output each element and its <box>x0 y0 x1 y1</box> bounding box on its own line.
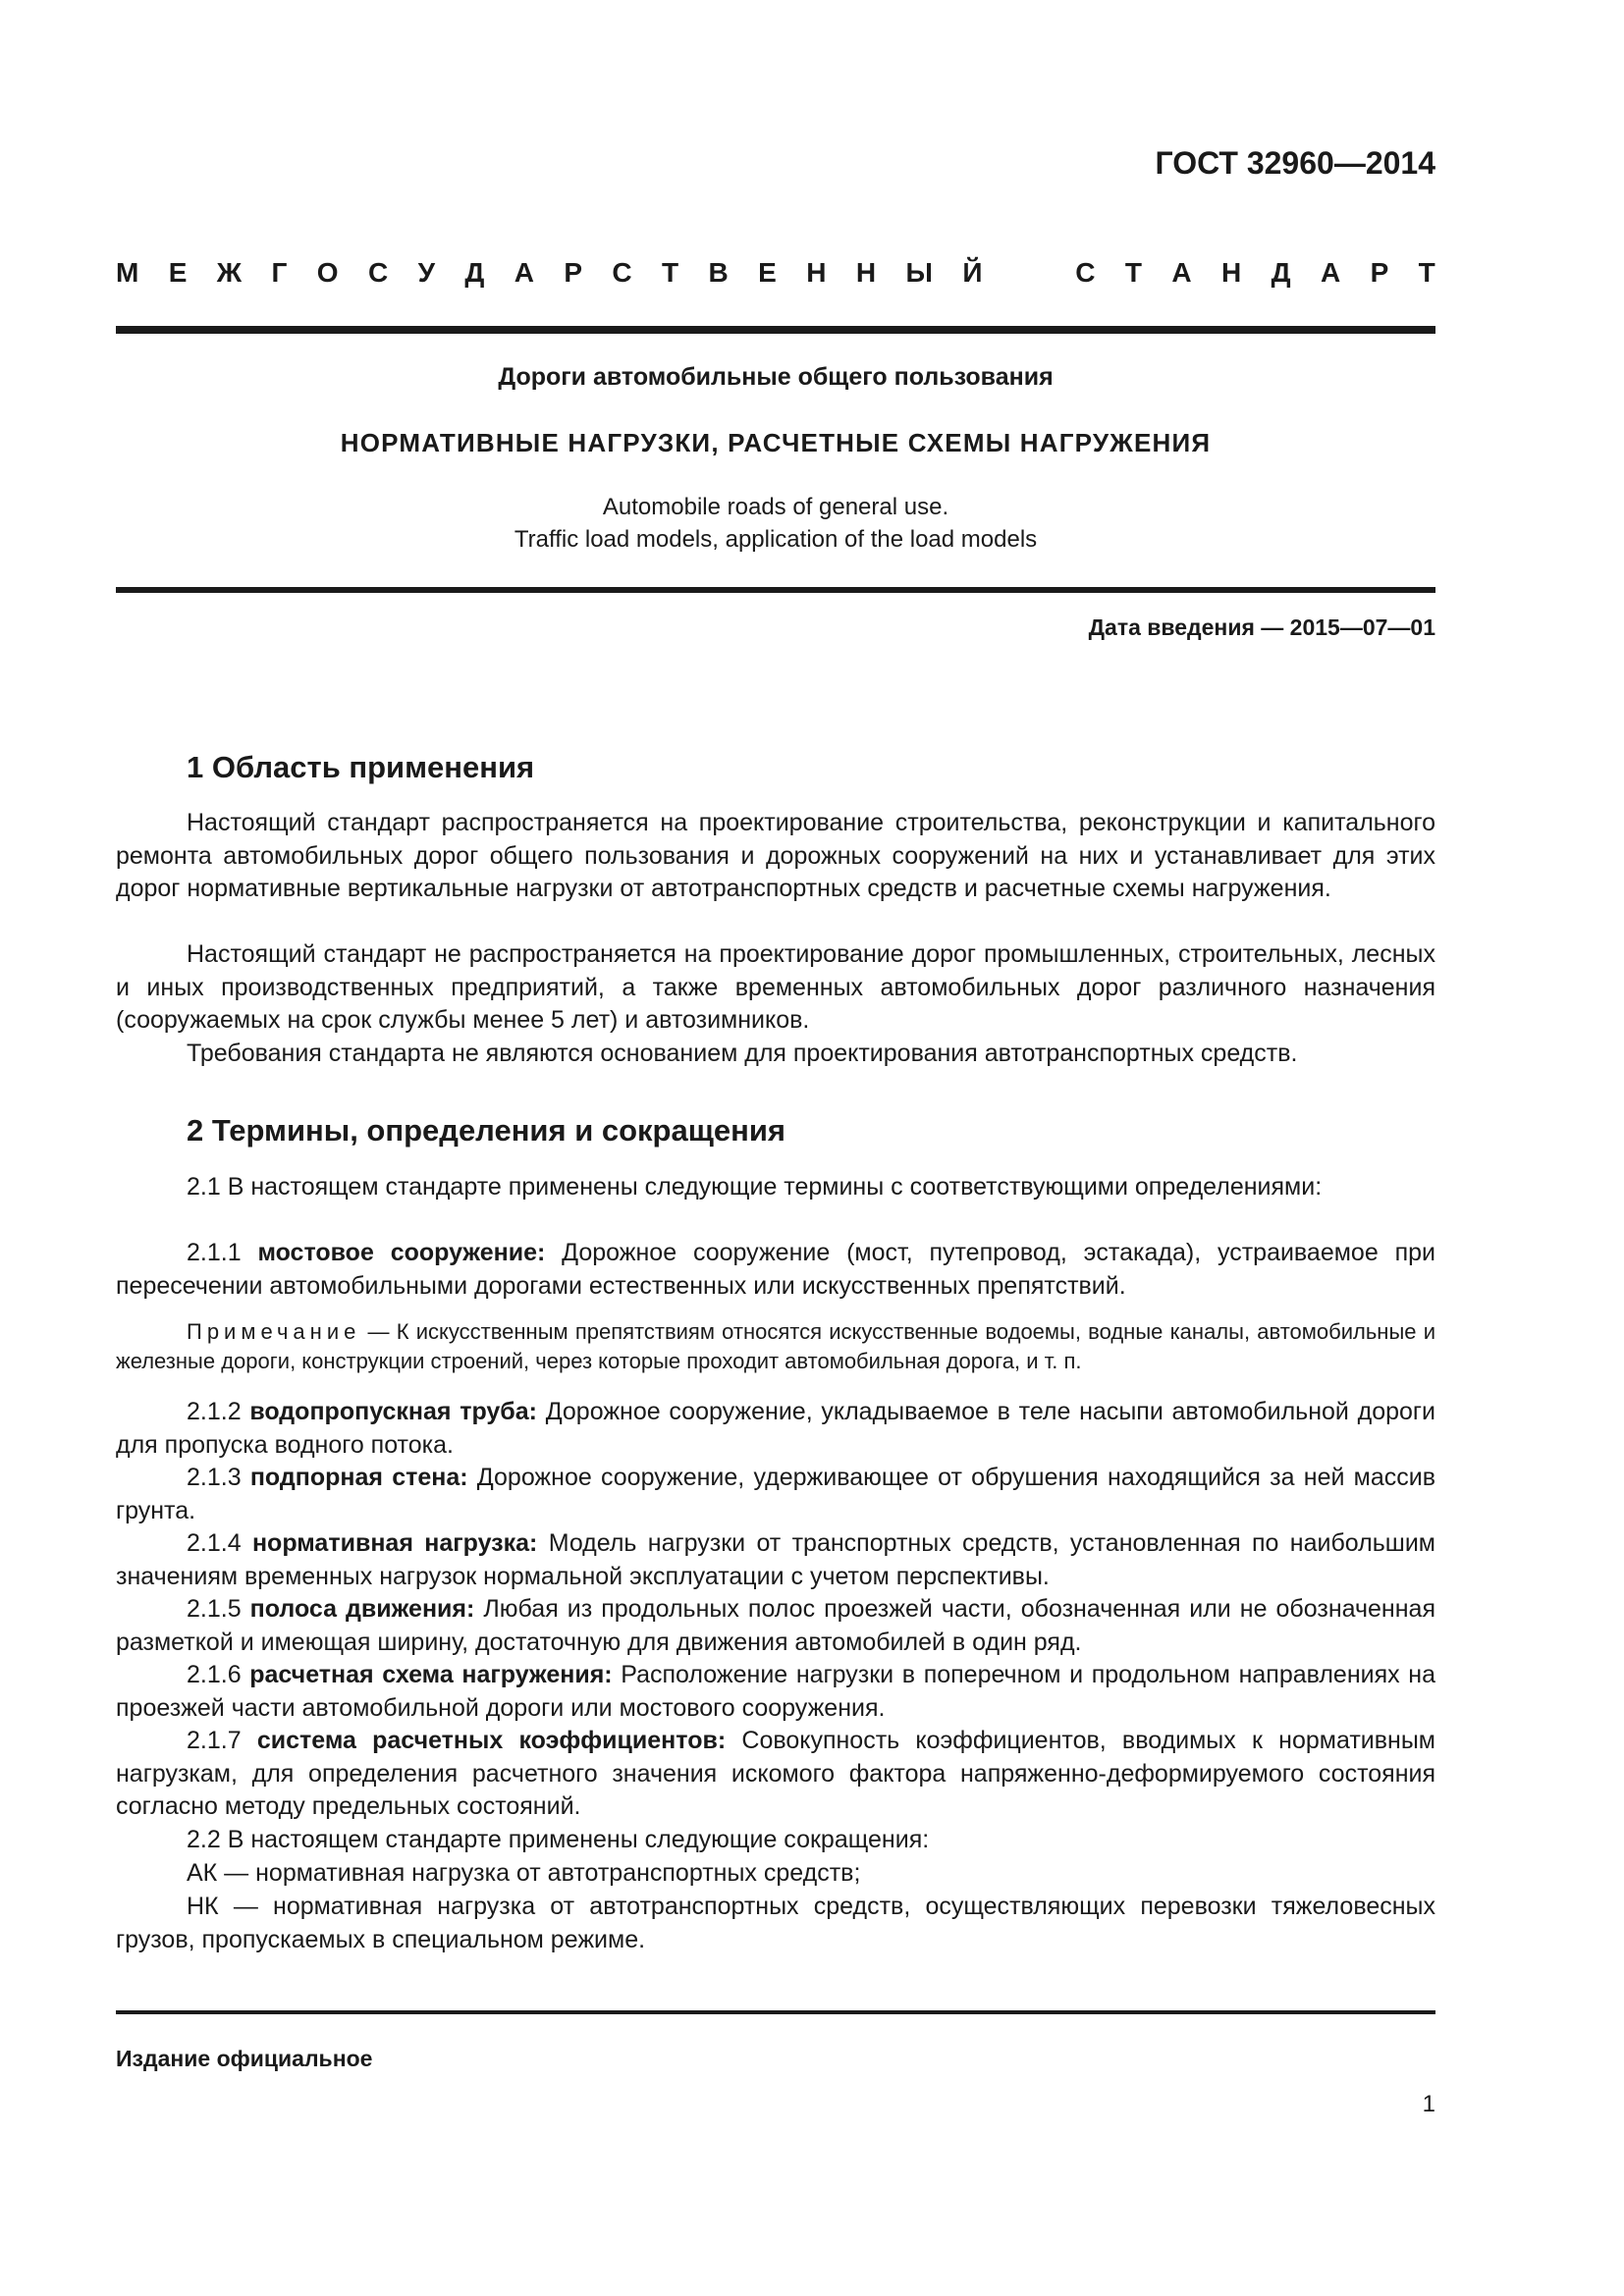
term-number: 2.1.4 <box>187 1529 252 1557</box>
heading-letter <box>1012 257 1046 289</box>
section-2-heading: 2 Термины, определения и сокращения <box>187 1113 785 1148</box>
term-number: 2.1.6 <box>187 1661 250 1688</box>
term-definition: Расположение нагрузки в поперечном и продольном направлениях на проезжей части автомобильной дороги или мостового сооружения. <box>116 1661 1435 1722</box>
term-number: 2.1.7 <box>187 1727 257 1754</box>
heading-letter: С <box>367 257 389 288</box>
heading-letter: С <box>612 257 632 288</box>
term-definition: Модель нагрузки от транспортных средств, установленная по наибольшим значениям временных нагрузок нормальной эксплуатации с учетом перспективы. <box>116 1529 1435 1590</box>
heading-letter: Н <box>806 257 827 288</box>
clause-2-1: 2.1 В настоящем стандарте применены следующие термины с соответствующими определениями: <box>187 1173 1323 1201</box>
heading-letter: Г <box>271 257 288 288</box>
heading-letter: О <box>316 257 339 288</box>
term-definition: Совокупность коэффициентов, вводимых к нормативным нагрузкам, для определения расчетного значения искомого фактора напряженно-деформируемого состояния согласно методу предельных состояний. <box>116 1727 1435 1820</box>
heading-letter: Р <box>564 257 583 288</box>
abbreviation-nk: НК — нормативная нагрузка от автотранспортных средств, осуществляющих перевозки тяжеловесных грузов, пропускаемых в специальном режиме. <box>116 1893 1435 1953</box>
heading-letter: А <box>1320 257 1341 288</box>
term-definition: Любая из продольных полос проезжей части, обозначенная или не обозначенная разметкой и имеющая ширину, достаточную для движения автомобилей в один ряд. <box>116 1595 1435 1656</box>
heading-letter: У <box>417 257 435 288</box>
term-number: 2.1.1 <box>187 1239 258 1266</box>
term-name: нормативная нагрузка: <box>251 1529 538 1557</box>
term-name: полоса движения: <box>249 1595 475 1623</box>
term-name: мостовое сооружение: <box>257 1239 546 1266</box>
term-2-1-1 <box>116 1237 1435 1303</box>
heading-letter: А <box>514 257 534 288</box>
introduction-date: Дата введения — 2015—07—01 <box>1088 614 1435 640</box>
term-2-1-2 <box>116 1396 1435 1462</box>
heading-letter: Е <box>168 257 188 288</box>
term-number: 2.1.3 <box>187 1464 250 1491</box>
heading-letter: С <box>1075 257 1096 288</box>
document-subtitle: Дороги автомобильные общего пользования <box>498 363 1054 391</box>
heading-letter: Е <box>758 257 777 288</box>
english-title <box>116 491 1435 556</box>
heading-letter: А <box>1171 257 1192 288</box>
section-1-paragraph-3: Требования стандарта не являются основанием для проектирования автотранспортных средств. <box>187 1040 1298 1067</box>
section-1-heading: 1 Область применения <box>187 750 535 784</box>
footer-rule <box>116 2010 1435 2014</box>
heading-letter: Д <box>464 257 485 288</box>
term-2-1-7 <box>116 1725 1435 1824</box>
heading-letter: Т <box>1124 257 1142 288</box>
top-rule <box>116 326 1435 334</box>
term-2-1-3 <box>116 1462 1435 1527</box>
section-1-paragraph-2: Настоящий стандарт не распространяется на проектирование дорог промышленных, строительных, лесных и иных производственных предприятий, а также временных автомобильных дорог различного назначения (сооружаемых на срок службы менее 5 лет) и автозимников. <box>116 940 1435 1034</box>
english-title-line2: Traffic load models, application of the load models <box>514 526 1038 553</box>
term-definition: Дорожное сооружение, укладываемое в теле насыпи автомобильной дороги для пропуска водного потока. <box>116 1398 1435 1459</box>
term-definition: Дорожное сооружение (мост, путепровод, эстакада), устраиваемое при пересечении автомобильными дорогами естественных или искусственных препятствий. <box>116 1239 1435 1300</box>
heading-letter: Т <box>662 257 679 288</box>
heading-letter: В <box>708 257 729 288</box>
heading-letter: Й <box>962 257 983 288</box>
term-number: 2.1.5 <box>187 1595 250 1623</box>
heading-letter: Ж <box>216 257 243 288</box>
heading-letter: Н <box>1220 257 1242 288</box>
english-title-line1: Automobile roads of general use. <box>602 494 949 520</box>
heading-letter: Н <box>855 257 877 288</box>
document-title: НОРМАТИВНЫЕ НАГРУЗКИ, РАСЧЕТНЫЕ СХЕМЫ НАГРУЖЕНИЯ <box>340 428 1212 457</box>
term-number: 2.1.2 <box>187 1398 250 1425</box>
heading-letter: М <box>116 257 139 288</box>
note-text: — К искусственным препятствиям относятся искусственные водоемы, водные каналы, автомобильные и железные дороги, конструкции строений, через которые проходит автомобильная дорога, и т. п. <box>116 1319 1435 1373</box>
heading-letter: Т <box>1418 257 1435 288</box>
term-name: водопропускная труба: <box>249 1398 537 1425</box>
page-number: 1 <box>1422 2091 1435 2117</box>
term-name: расчетная схема нагружения: <box>249 1661 613 1688</box>
note-label: Примечание <box>187 1319 361 1344</box>
term-definition: Дорожное сооружение, удерживающее от обрушения находящийся за ней массив грунта. <box>116 1464 1435 1524</box>
abbreviation-ak: АК — нормативная нагрузка от автотранспортных средств; <box>187 1859 861 1887</box>
term-name: система расчетных коэффициентов: <box>256 1727 727 1754</box>
heading-letter: Д <box>1271 257 1291 288</box>
term-name: подпорная стена: <box>249 1464 468 1491</box>
official-edition-label: Издание официальное <box>116 2046 373 2071</box>
term-2-1-4 <box>116 1527 1435 1593</box>
heading-letter: Р <box>1370 257 1389 288</box>
clause-2-2: 2.2 В настоящем стандарте применены следующие сокращения: <box>187 1826 930 1853</box>
heading-letter: Ы <box>905 257 933 288</box>
term-2-1-5 <box>116 1593 1435 1659</box>
note-2-1-1 <box>116 1317 1435 1376</box>
term-2-1-6 <box>116 1659 1435 1725</box>
standard-type-heading <box>116 257 1435 289</box>
standard-code: ГОСТ 32960—2014 <box>1155 145 1435 181</box>
title-rule <box>116 587 1435 593</box>
section-1-paragraph-1: Настоящий стандарт распространяется на проектирование строительства, реконструкции и капитального ремонта автомобильных дорог общего пользования и дорожных сооружений на них и устанавливает для этих дорог нормативные вертикальные нагрузки от автотранспортных средств и расчетные схемы нагружения. <box>116 809 1435 902</box>
